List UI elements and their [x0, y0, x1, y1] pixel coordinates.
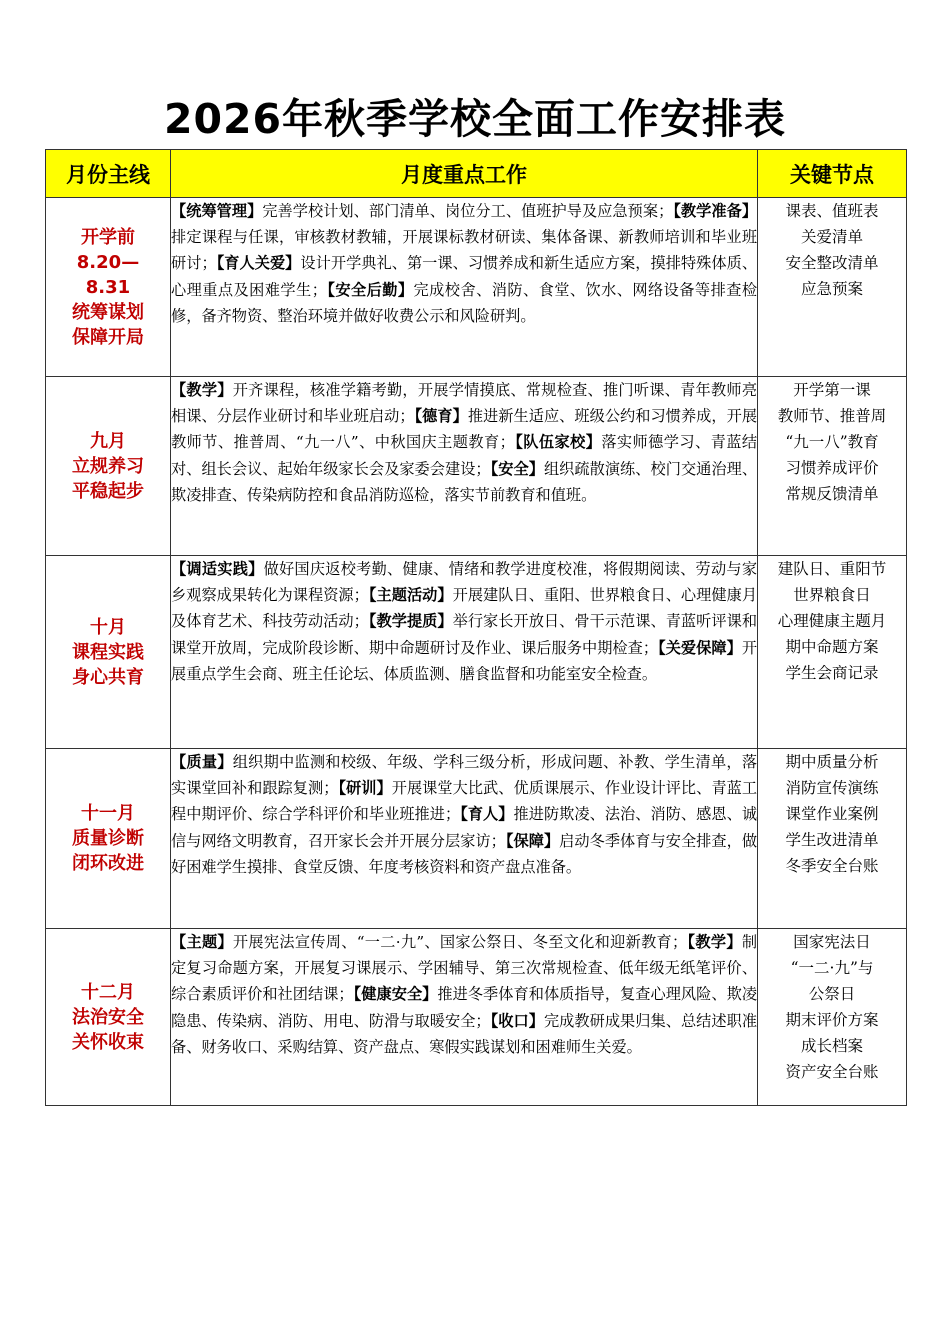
month-cell [46, 556, 171, 749]
work-category-tag: 【队伍家校】 [514, 433, 602, 452]
key-node-item: 世界粮食日 [793, 586, 871, 604]
work-category-tag: 【安全后勤】 [326, 280, 414, 299]
key-node-item: 资产安全台账 [785, 1063, 879, 1081]
key-node-item: 心理健康主题月 [777, 612, 887, 630]
key-node-item: 建队日、重阳节 [777, 560, 887, 578]
page-title: 2026年秋季学校全面工作安排表 [163, 95, 787, 143]
key-node-item: “九一八”教育 [785, 433, 879, 451]
month-label: 九月 立规养习 平稳起步 [72, 430, 144, 502]
key-node-item: 学生改进清单 [785, 831, 879, 849]
key-node-item: 成长档案 [800, 1037, 863, 1055]
nodes-cell [758, 556, 907, 749]
work-cell [171, 198, 758, 377]
work-category-tag: 【收口】 [490, 1011, 544, 1030]
key-node-item: 常规反馈清单 [785, 485, 879, 503]
work-cell [171, 556, 758, 749]
month-cell [46, 929, 171, 1106]
work-category-tag: 【德育】 [414, 407, 468, 426]
table-row [46, 929, 907, 1106]
work-category-tag: 【教学】 [687, 933, 742, 951]
key-node-item: 关爱清单 [800, 228, 863, 246]
work-description: 启动冬季体育与安全排查，做好困难学生摸排、食堂反馈、年度考核资料和资产盘点准备。 [171, 831, 758, 876]
schedule-table [45, 149, 907, 1106]
key-node-item: 期中质量分析 [785, 753, 879, 771]
key-node-item: 期中命题方案 [785, 638, 879, 656]
work-description: 开展重点学生会商、班主任论坛、体质监测、膳食监督和功能室安全检查。 [171, 638, 757, 683]
nodes-cell [758, 377, 907, 556]
key-node-item: 学生会商记录 [785, 664, 879, 682]
work-description: 设计开学典礼、第一课、习惯养成和新生适应方案，摸排特殊体质、心理重点及困难学生； [171, 254, 758, 299]
key-node-item: 教师节、推普周 [777, 407, 887, 425]
work-description: 开展宪法宣传周、“一二·九”、国家公祭日、冬至文化和迎新教育； [232, 933, 688, 951]
key-node-item: 公祭日 [808, 985, 856, 1003]
work-category-tag: 【调适实践】 [171, 560, 264, 578]
work-cell [171, 377, 758, 556]
work-category-tag: 【质量】 [171, 753, 233, 771]
table-row [46, 198, 907, 377]
work-description: 完成教研成果归集、总结述职准备、财务收口、采购结算、资产盘点、寒假实践谋划和困难师生关爱。 [171, 1011, 758, 1056]
work-description: 开齐课程，核准学籍考勤，开展学情摸底、常规检查、推门听课、青年教师亮相课、分层作业研讨和毕业班启动； [171, 381, 758, 426]
work-category-tag: 【教学准备】 [673, 202, 758, 220]
work-category-tag: 【健康安全】 [353, 985, 438, 1004]
key-node-item: 应急预案 [800, 280, 863, 298]
work-description: 举行家长开放日、骨干示范课、青蓝听评课和课堂开放周，完成阶段诊断、期中命题研讨及作业、课后服务中期检查； [171, 612, 758, 657]
month-label: 十月 课程实践 身心共育 [72, 616, 144, 688]
work-description: 制定复习命题方案，开展复习课展示、学困辅导、第三次常规检查、低年级无纸笔评价、综合素质评价和社团结课； [171, 933, 758, 1004]
table-row [46, 749, 907, 929]
work-description: 组织期中监测和校级、年级、学科三级分析，形成问题、补教、学生清单，落实课堂回补和跟踪复测； [171, 753, 758, 798]
work-category-tag: 【教学提质】 [368, 612, 453, 631]
work-cell [171, 929, 758, 1106]
key-node-item: 消防宣传演练 [785, 779, 879, 797]
work-description: 做好国庆返校考勤、健康、情绪和教学进度校准，将假期阅读、劳动与家乡观察成果转化为课程资源； [171, 560, 758, 605]
work-description: 推进新生适应、班级公约和习惯养成，开展教师节、推普周、“九一八”、中秋国庆主题教育； [171, 407, 758, 452]
key-node-item: 冬季安全台账 [785, 857, 879, 875]
work-description: 完成校舍、消防、食堂、饮水、网络设备等排查检修，备齐物资、整治环境并做好收费公示和风险研判。 [171, 280, 758, 325]
month-label: 十二月 法治安全 关怀收束 [72, 981, 144, 1053]
key-node-item: “一二·九”与 [790, 959, 874, 977]
work-description: 完善学校计划、部门清单、岗位分工、值班护导及应急预案； [262, 202, 674, 220]
key-node-item: 习惯养成评价 [785, 459, 879, 477]
header-row [46, 150, 907, 198]
nodes-cell [758, 749, 907, 929]
work-cell [171, 749, 758, 929]
nodes-cell [758, 929, 907, 1106]
key-node-item: 课表、值班表 [785, 202, 879, 220]
month-cell [46, 749, 171, 929]
work-category-tag: 【主题】 [171, 933, 233, 951]
table-row [46, 377, 907, 556]
work-description: 排定课程与任课，审核教材教辅，开展课标教材研读、集体备课、新教师培训和毕业班研讨； [171, 228, 757, 273]
work-category-tag: 【育人】 [460, 805, 514, 824]
work-description: 推进防欺凌、法治、消防、感恩、诚信与网络文明教育，召开家长会并开展分层家访； [171, 805, 758, 850]
work-category-tag: 【主题活动】 [368, 586, 453, 605]
work-category-tag: 【关爱保障】 [658, 638, 742, 657]
month-label: 开学前 8.20— 8.31 统筹谋划 保障开局 [72, 226, 144, 348]
key-node-item: 安全整改清单 [785, 254, 879, 272]
key-node-item: 期末评价方案 [785, 1011, 879, 1029]
key-node-item: 课堂作业案例 [785, 805, 879, 823]
month-label: 十一月 质量诊断 闭环改进 [72, 803, 144, 874]
nodes-cell [758, 198, 907, 377]
work-category-tag: 【教学】 [171, 381, 233, 399]
work-description: 推进冬季体育和体质指导，复查心理风险、欺凌隐患、传染病、消防、用电、防滑与取暖安全； [171, 985, 758, 1030]
work-category-tag: 【统筹管理】 [171, 202, 263, 220]
header-work: 月度重点工作 [171, 150, 758, 198]
key-node-item: 开学第一课 [793, 381, 871, 399]
work-category-tag: 【安全】 [490, 459, 544, 478]
month-cell [46, 377, 171, 556]
work-category-tag: 【保障】 [505, 831, 560, 850]
key-node-item: 国家宪法日 [793, 933, 871, 951]
work-description: 落实师德学习、青蓝结对、组长会议、起始年级家长会及家委会建设； [171, 433, 758, 478]
header-month: 月份主线 [46, 150, 171, 198]
work-category-tag: 【育人关爱】 [216, 254, 301, 273]
month-cell [46, 198, 171, 377]
header-nodes: 关键节点 [758, 150, 907, 198]
work-description: 开展课堂大比武、优质课展示、作业设计评比、青蓝工程中期评价、综合学科评价和毕业班推进； [171, 779, 758, 824]
table-row [46, 556, 907, 749]
work-category-tag: 【研训】 [338, 779, 392, 798]
work-description: 开展建队日、重阳、世界粮食日、心理健康月及体育艺术、科技劳动活动； [171, 586, 758, 631]
work-description: 组织疏散演练、校门交通治理、欺凌排查、传染病防控和食品消防巡检，落实节前教育和值班。 [171, 459, 758, 504]
